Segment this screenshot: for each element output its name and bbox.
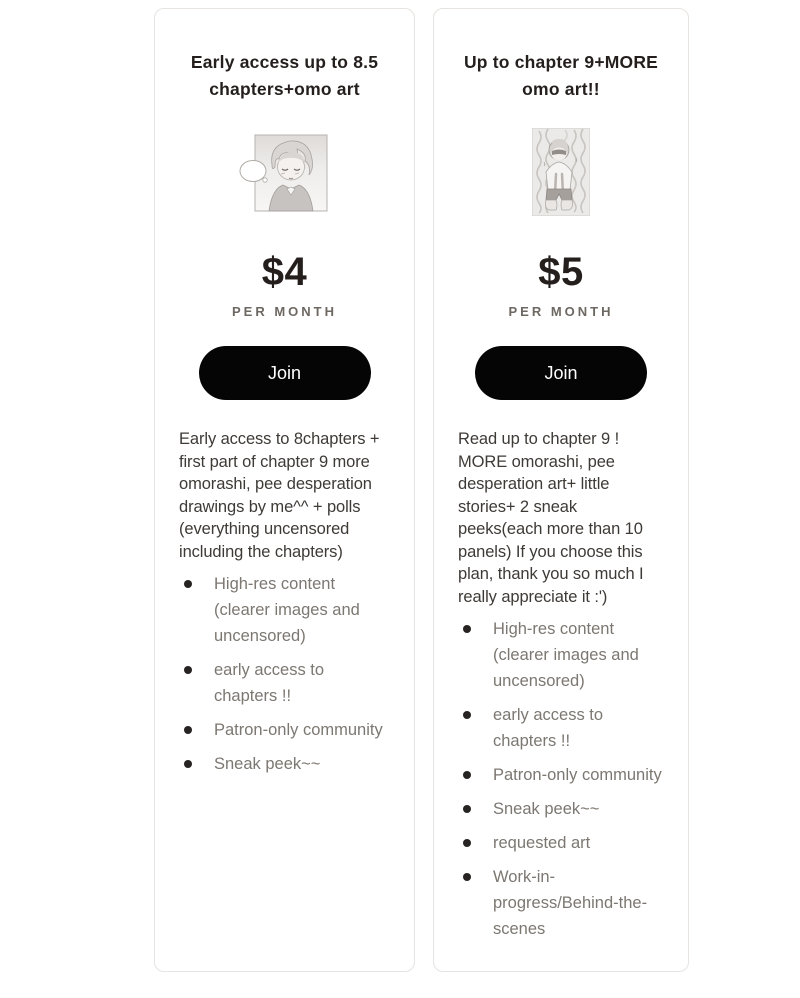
benefit-text: Patron-only community: [493, 766, 662, 784]
benefit-text: early access to chapters !!: [214, 661, 325, 705]
benefit-item: [458, 864, 664, 942]
benefit-item: [458, 702, 664, 754]
tier-title: Early access up to 8.5 chapters+omo art: [190, 52, 379, 99]
tier-card-5-per-month: [433, 8, 689, 972]
benefit-item: [458, 762, 664, 788]
bullet-dot-icon: [463, 873, 471, 881]
tier-billing-cadence: PER MONTH: [232, 304, 337, 319]
benefit-text: Sneak peek~~: [214, 755, 321, 773]
tier-artwork: [179, 127, 390, 217]
bullet-dot-icon: [463, 711, 471, 719]
bullet-dot-icon: [463, 625, 471, 633]
bullet-dot-icon: [184, 760, 192, 768]
join-button[interactable]: Join: [475, 346, 647, 400]
bullet-dot-icon: [463, 805, 471, 813]
join-button[interactable]: Join: [199, 346, 371, 400]
benefit-text: Sneak peek~~: [493, 800, 600, 818]
benefit-item: [179, 717, 390, 743]
benefit-text: High-res content (clearer images and uncensored): [493, 620, 639, 690]
tier-price: $5: [538, 250, 584, 294]
tier-title: Up to chapter 9+MORE omo art!!: [463, 52, 659, 99]
manga-boy-kneeling-artwork-icon: [532, 128, 590, 216]
benefit-text: early access to chapters !!: [493, 706, 604, 750]
benefit-text: Patron-only community: [214, 721, 383, 739]
benefit-item: [179, 571, 390, 649]
bullet-dot-icon: [184, 726, 192, 734]
benefit-list: [458, 616, 664, 942]
benefit-list: [179, 571, 390, 777]
benefit-item: [179, 751, 390, 777]
bullet-dot-icon: [184, 666, 192, 674]
benefit-item: [458, 616, 664, 694]
benefit-item: [458, 830, 664, 856]
manga-boy-blushing-artwork-icon: [239, 131, 331, 213]
tier-billing-cadence: PER MONTH: [508, 304, 614, 319]
tier-card-4-per-month: [154, 8, 415, 972]
bullet-dot-icon: [463, 771, 471, 779]
benefit-item: [458, 796, 664, 822]
tier-description: Read up to chapter 9 ! MORE omorashi, pee desperation art+ little stories+ 2 sneak peeks(each more than 10 panels) If you choose this plan, thank you so much I really appreciate it :'): [458, 430, 644, 606]
tier-price: $4: [261, 250, 308, 294]
benefit-text: Work-in-progress/Behind-the-scenes: [493, 868, 648, 938]
tier-artwork: [458, 127, 664, 217]
tier-description: Early access to 8chapters + first part of chapter 9 more omorashi, pee desperation drawings by me^^ + polls (everything uncensored including the chapters): [179, 430, 380, 561]
benefit-item: [179, 657, 390, 709]
benefit-text: requested art: [493, 834, 591, 852]
bullet-dot-icon: [463, 839, 471, 847]
benefit-text: High-res content (clearer images and uncensored): [214, 575, 360, 645]
bullet-dot-icon: [184, 580, 192, 588]
